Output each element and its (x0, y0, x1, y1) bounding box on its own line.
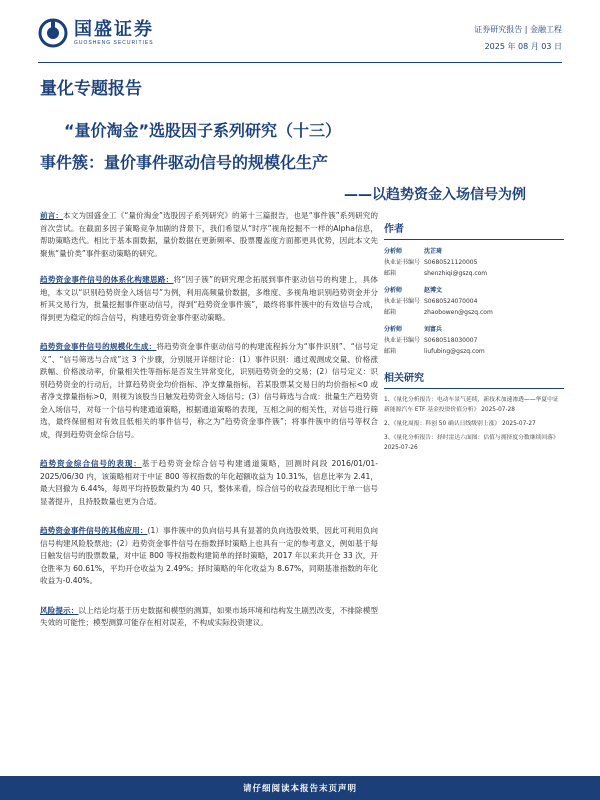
related-research (384, 369, 564, 453)
paragraph-preface: 前言：本文为国盛金工《“量价淘金”选股因子系列研究》的第十三篇报告，也是“事件簇”系列研究的首次尝试。在截面多因子策略竞争加剧的背景下，我们希望从“时序”视角挖掘不一样的Alpha信息，帮助策略迭代。相比于基本面数据，量价数据在更新频率、股票覆盖度方面都更具优势，因此本文先聚焦“量价类”事件驱动策略的研究。 (40, 211, 379, 258)
analyst-card: 分析师 赵博文 执业证书编号 S0680524070004 邮箱 zhaobowen@gszq.com (384, 287, 493, 316)
logo-icon (38, 18, 68, 48)
company-logo (38, 18, 154, 48)
paragraph-risk: 风险提示：以上结论均基于历史数据和模型的测算，如果市场环境和结构发生剧烈改变，不排除模型失效的可能性；模型测算可能存在相对误差，不构成实际投资建议。 (40, 605, 378, 627)
page-header (0, 0, 600, 62)
related-item[interactable]: 1、《量化分析报告：电动车景气延续，新技术加速渗透——华夏中证新能源汽车 ETF 基金投资价值分析》 2025-07-28 (384, 397, 559, 413)
analyst-name: 沈芷琦 (424, 248, 443, 255)
related-item[interactable]: 3、《量化分析报告：择时雷达六面图：估值与拥挤度分数继续回落》 2025-07-26 (384, 435, 559, 451)
footer-disclaimer: 请仔细阅读本报告末页声明 (242, 784, 357, 794)
analyst-cert: S0680521120005 (424, 259, 478, 266)
analyst-email[interactable]: zhaobowen@gszq.com (424, 309, 493, 316)
authors-heading: 作者 (384, 220, 564, 240)
title-line-2: 事件簇：量价事件驱动信号的规模化生产 (40, 153, 329, 172)
logo-text-en: GUOSHENG SECURITIES (74, 39, 154, 46)
analyst-email[interactable]: liufubing@gszq.com (424, 348, 485, 355)
related-item[interactable]: 2、《量化周报：科创 50 确认日线级别上涨》 2025-07-27 (384, 421, 536, 427)
report-date: 2025 年 08 月 03 日 (484, 42, 562, 51)
paragraph-performance: 趋势资金综合信号的表现：基于趋势资金综合信号构建通道策略，回测时间段 2016/01/01-2025/06/30 内，该策略相对于中证 800 等权指数的年化超额收益为 10.31%，信息比率为 2.41，最大回撤为 6.44%，每周平均持股数量约为 40 只，整体来看，综合信号的收益表现相比于单一信号显著提升，且持股数量也更为合适。 (40, 459, 379, 506)
analyst-card: 分析师 刘富兵 执业证书编号 S0680518030007 邮箱 liufubing@gszq.com (384, 326, 485, 355)
analyst-cert: S0680518030007 (424, 337, 478, 344)
page-footer (0, 776, 600, 800)
sidebar (384, 220, 564, 457)
analyst-email[interactable]: shenzhiqi@gszq.com (424, 270, 488, 277)
analyst-cert: S0680524070004 (424, 298, 478, 305)
header-divider (38, 62, 562, 63)
paragraph-applications: 趋势资金事件信号的其他应用：(1）事件簇中的负向信号具有显著的负向选股效果，因此可利用负向信号构建风险股票池；(2）趋势资金事件信号在指数择时策略上也具有一定的参考意义，例如基于每日触发信号的股票数量，对中证 800 等权指数构建简单的择时策略，2017 年以来共开仓 33 次，开仓胜率为 60.61%，平均开仓收益为 2.49%；择时策略的年化收益为 8.67%，同期基准指数的年化收益为-0.40%。 (40, 526, 379, 585)
related-heading: 相关研究 (384, 369, 564, 389)
analyst-name: 刘富兵 (424, 326, 443, 333)
analyst-card: 分析师 沈芷琦 执业证书编号 S0680521120005 邮箱 shenzhiqi@gszq.com (384, 248, 488, 277)
analyst-name: 赵博文 (424, 287, 443, 294)
report-type: 量化专题报告 (40, 79, 142, 99)
logo-text-cn: 国盛证券 (74, 18, 154, 40)
paragraph-framework: 趋势资金事件信号的体系化构建思路：将“因子簇”的研究理念拓展到事件驱动信号的构建上，具体地，本文以“识别趋势资金入场信号”为例，利用高频量价数据，多维度、多视角地识别趋势资金并分析其交易行为，批量挖掘事件驱动信号，得到“趋势资金事件簇”，最终将事件簇中的有效信号合成，得到更为稳定的综合信号，构建趋势资金事件驱动策略。 (40, 275, 378, 322)
summary-column (40, 210, 378, 647)
paragraph-generation: 趋势资金事件信号的规模化生成：将趋势资金事件驱动信号的构建流程拆分为“事件识别”、“信号定义”、“信号筛选与合成”这 3 个步骤，分别展开详细讨论：(1）事件识别：通过观测成交量、价格涨跌幅、价格波动率，价量相关性等指标是否发生异常变化，识别趋势资金的交易；(2）信号定义：识别趋势资金的行动后，计算趋势资金均价指标、净支撑量指标，若某股票某交易日的均价指标<0 或者净支撑量指标>0，则视为该股当日触发趋势资金入场信号；(3）信号筛选与合成：批量生产趋势资金入场信号，对每一个信号构建通道策略，根据通道策略的表现，互相之间的相关性，对信号进行筛选，最终保留相对有效且低相关的事件信号，称之为“趋势资金事件簇”；将事件簇中的信号等权合成，得到趋势资金综合信号。 (40, 342, 378, 439)
title-line-1: “量价淘金”选股因子系列研究（十三） (64, 121, 342, 140)
report-category: 证券研究报告 | 金融工程 (474, 25, 562, 34)
title-line-3: ——以趋势资金入场信号为例 (344, 187, 526, 203)
